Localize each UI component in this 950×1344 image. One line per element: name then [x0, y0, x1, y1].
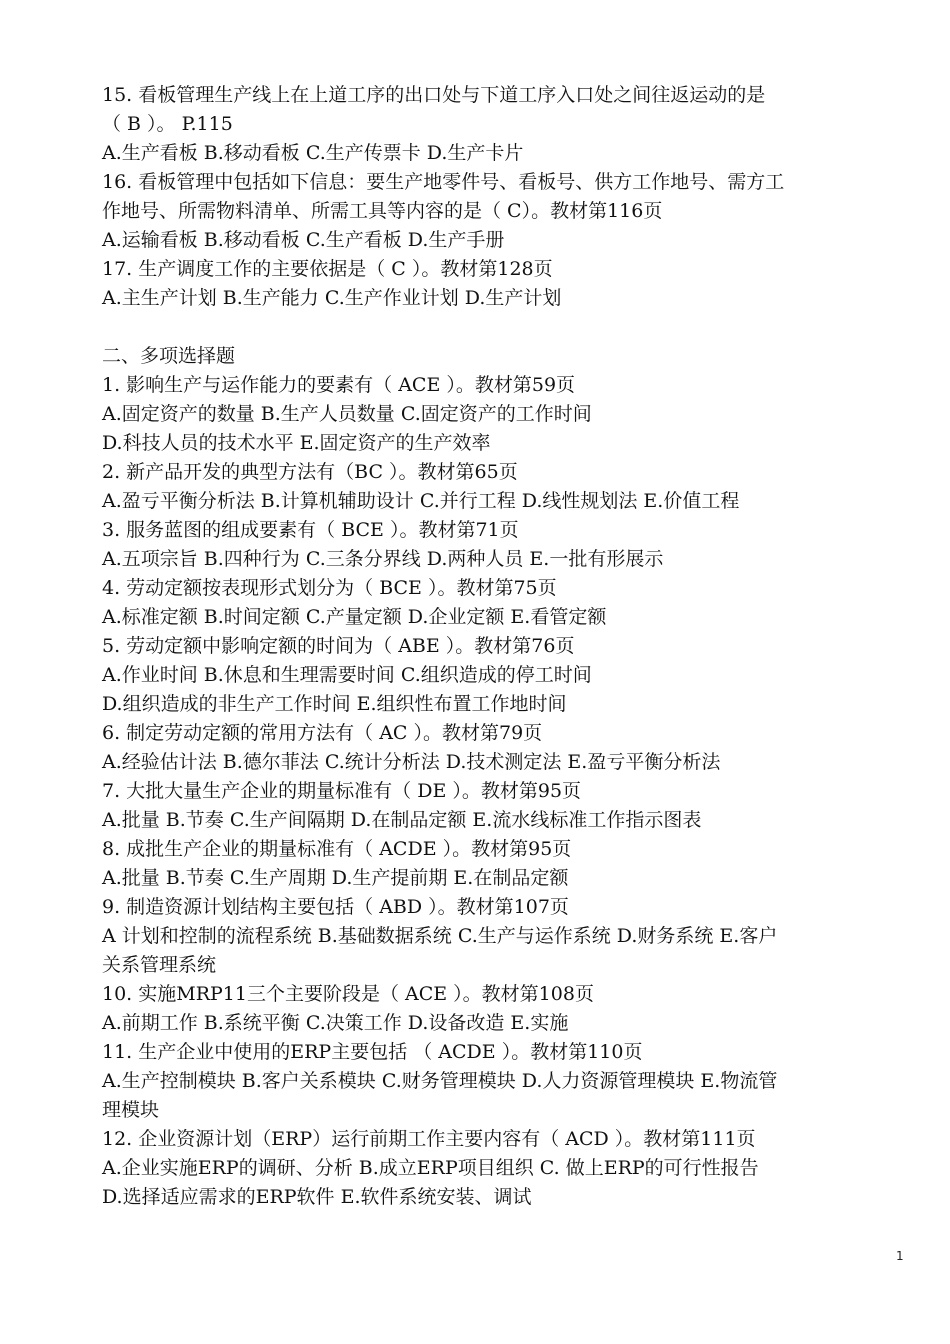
mc-question-6: 6. 制定劳动定额的常用方法有（ AC ）。教材第79页: [102, 722, 543, 744]
question-15-line-2: （ B ）。 P.115: [102, 113, 233, 135]
mc-question-9-options-1: A 计划和控制的流程系统 B.基础数据系统 C.生产与运作系统 D.财务系统 E.客户: [102, 925, 778, 947]
document-body: [102, 81, 910, 1212]
mc-question-7: 7. 大批大量生产企业的期量标准有（ DE ）。教材第95页: [102, 780, 582, 802]
mc-question-4-options: A.标准定额 B.时间定额 C.产量定额 D.企业定额 E.看管定额: [102, 606, 607, 628]
mc-question-12-options-2: D.选择适应需求的ERP软件 E.软件系统安装、调试: [102, 1186, 532, 1208]
mc-question-5-options-1: A.作业时间 B.休息和生理需要时间 C.组织造成的停工时间: [102, 664, 592, 686]
mc-question-8-options: A.批量 B.节奏 C.生产周期 D.生产提前期 E.在制品定额: [102, 867, 569, 889]
mc-question-6-options: A.经验估计法 B.德尔菲法 C.统计分析法 D.技术测定法 E.盈亏平衡分析法: [102, 751, 721, 773]
mc-question-2: 2. 新产品开发的典型方法有（BC ）。教材第65页: [102, 461, 518, 483]
mc-question-1-options-2: D.科技人员的技术水平 E.固定资产的生产效率: [102, 432, 491, 454]
mc-question-12: 12. 企业资源计划（ERP）运行前期工作主要内容有（ ACD ）。教材第111页: [102, 1128, 756, 1150]
mc-question-9: 9. 制造资源计划结构主要包括（ ABD ）。教材第107页: [102, 896, 569, 918]
mc-question-11-options-2: 理模块: [102, 1099, 160, 1121]
mc-question-1: 1. 影响生产与运作能力的要素有（ ACE ）。教材第59页: [102, 374, 576, 396]
mc-question-8: 8. 成批生产企业的期量标准有（ ACDE ）。教材第95页: [102, 838, 572, 860]
mc-question-10-options: A.前期工作 B.系统平衡 C.决策工作 D.设备改造 E.实施: [102, 1012, 569, 1034]
question-17-options: A.主生产计划 B.生产能力 C.生产作业计划 D.生产计划: [102, 287, 562, 309]
mc-question-5: 5. 劳动定额中影响定额的时间为（ ABE ）。教材第76页: [102, 635, 575, 657]
mc-question-12-options-1: A.企业实施ERP的调研、分析 B.成立ERP项目组织 C. 做上ERP的可行性报告: [102, 1157, 759, 1179]
mc-question-5-options-2: D.组织造成的非生产工作时间 E.组织性布置工作地时间: [102, 693, 567, 715]
question-17: 17. 生产调度工作的主要依据是（ C ）。教材第128页: [102, 258, 553, 280]
mc-question-7-options: A.批量 B.节奏 C.生产间隔期 D.在制品定额 E.流水线标准工作指示图表: [102, 809, 702, 831]
question-15-line-1: 15. 看板管理生产线上在上道工序的出口处与下道工序入口处之间往返运动的是: [102, 84, 766, 106]
mc-question-11: 11. 生产企业中使用的ERP主要包括 （ ACDE ）。教材第110页: [102, 1041, 643, 1063]
question-15-options: A.生产看板 B.移动看板 C.生产传票卡 D.生产卡片: [102, 142, 524, 164]
question-16-options: A.运输看板 B.移动看板 C.生产看板 D.生产手册: [102, 229, 505, 251]
mc-question-3-options: A.五项宗旨 B.四种行为 C.三条分界线 D.两种人员 E.一批有形展示: [102, 548, 664, 570]
blank-line: [102, 313, 910, 342]
question-16-line-2: 作地号、所需物料清单、所需工具等内容的是（ C）。教材第116页: [102, 200, 663, 222]
question-16-line-1: 16. 看板管理中包括如下信息：要生产地零件号、看板号、供方工作地号、需方工: [102, 171, 785, 193]
mc-question-10: 10. 实施MRP11三个主要阶段是（ ACE ）。教材第108页: [102, 983, 594, 1005]
mc-question-9-options-2: 关系管理系统: [102, 954, 217, 976]
mc-question-4: 4. 劳动定额按表现形式划分为（ BCE ）。教材第75页: [102, 577, 557, 599]
section-heading: 二、多项选择题: [102, 345, 236, 367]
page-number: 1: [896, 1249, 904, 1263]
mc-question-3: 3. 服务蓝图的组成要素有（ BCE ）。教材第71页: [102, 519, 519, 541]
mc-question-2-options: A.盈亏平衡分析法 B.计算机辅助设计 C.并行工程 D.线性规划法 E.价值工程: [102, 490, 740, 512]
mc-question-1-options-1: A.固定资产的数量 B.生产人员数量 C.固定资产的工作时间: [102, 403, 592, 425]
mc-question-11-options-1: A.生产控制模块 B.客户关系模块 C.财务管理模块 D.人力资源管理模块 E.物流管: [102, 1070, 778, 1092]
